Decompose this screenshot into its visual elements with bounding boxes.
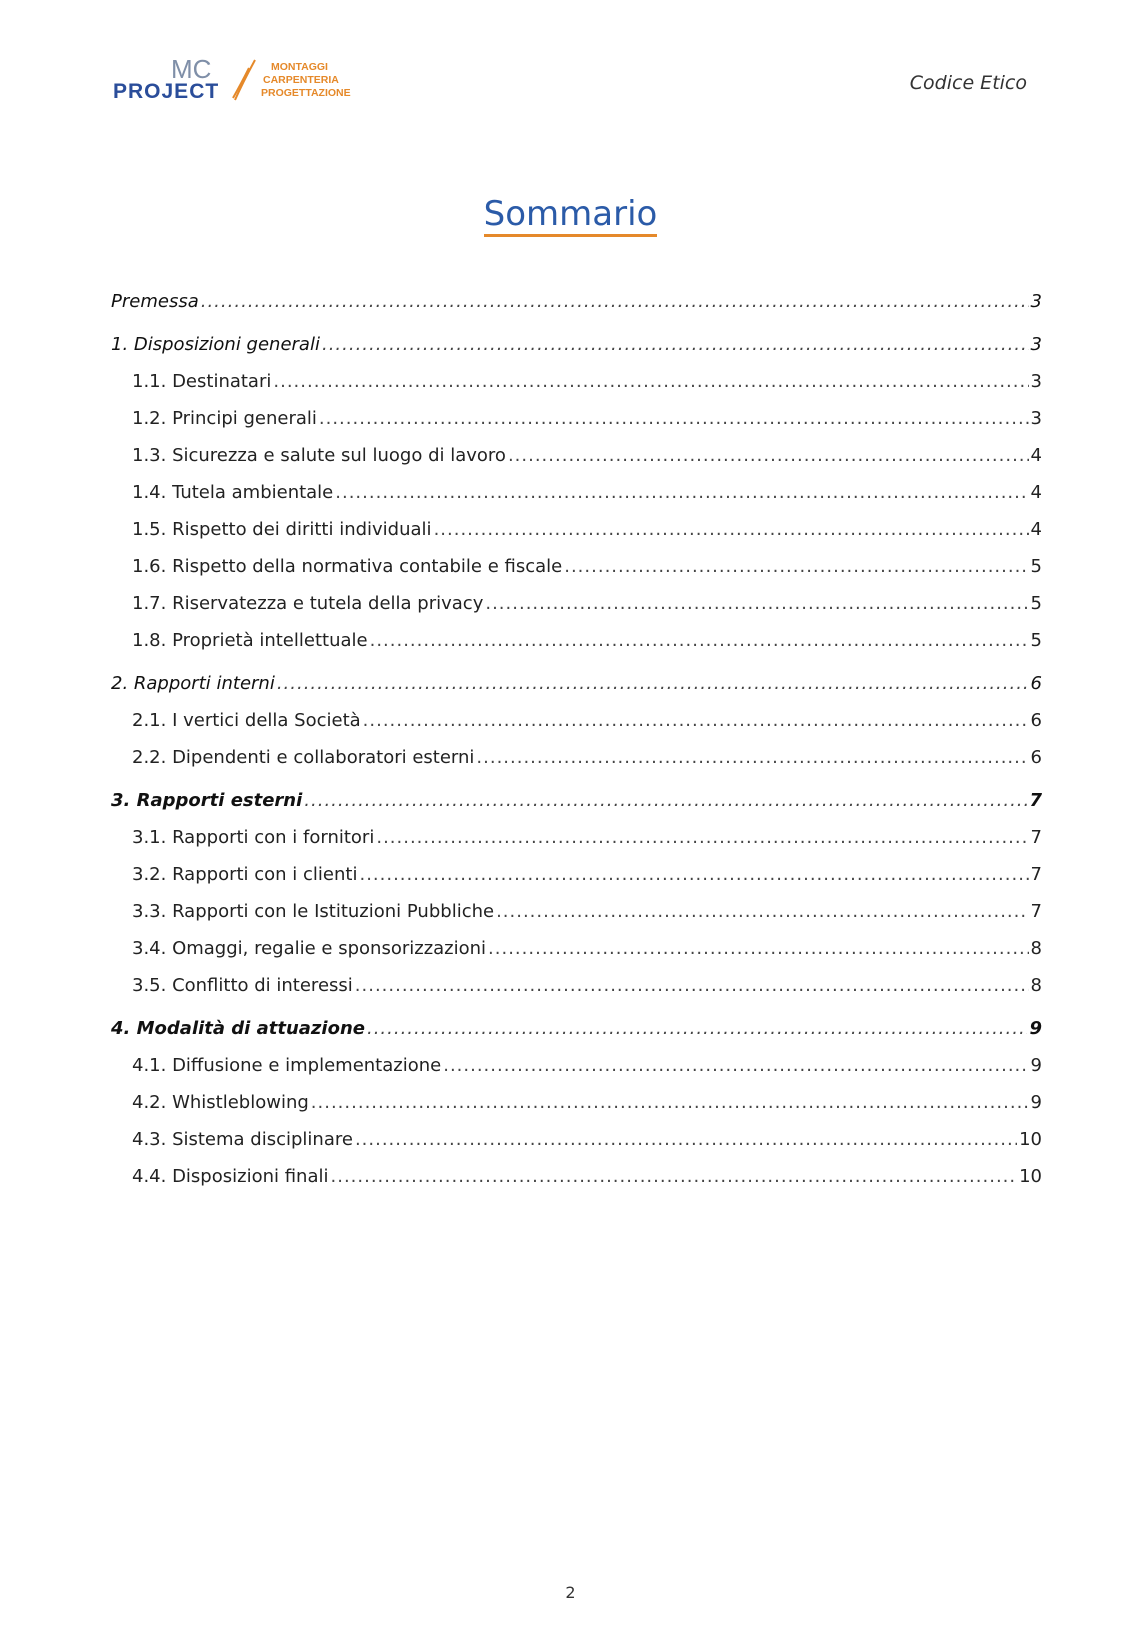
toc-entry-label: 2. Rapporti interni — [111, 673, 275, 694]
toc-section-entry[interactable] — [111, 893, 1042, 930]
toc-entry-page: 4 — [1030, 445, 1042, 466]
toc-entry-page: 6 — [1030, 710, 1042, 731]
toc-entry-page: 3 — [1030, 291, 1042, 312]
toc-entry-label: 1.2. Principi generali — [132, 408, 317, 429]
logo-project-text: PROJECT — [113, 80, 220, 103]
toc-entry-page: 8 — [1030, 975, 1042, 996]
logo-swoosh — [233, 60, 255, 100]
toc-dot-leader — [322, 326, 1029, 363]
toc-dot-leader — [367, 1010, 1028, 1047]
toc-section-entry[interactable] — [111, 363, 1042, 400]
toc-entry-label: 4.2. Whistleblowing — [132, 1092, 309, 1113]
toc-dot-leader — [508, 437, 1029, 474]
toc-entry-page: 5 — [1030, 630, 1042, 651]
toc-entry-page: 9 — [1030, 1092, 1042, 1113]
toc-entry-page: 5 — [1030, 593, 1042, 614]
toc-entry-page: 7 — [1030, 901, 1042, 922]
toc-entry-label: Premessa — [111, 291, 199, 312]
toc-chapter-entry[interactable] — [111, 283, 1042, 320]
toc-chapter-entry[interactable] — [111, 782, 1042, 819]
toc-entry-page: 3 — [1030, 334, 1042, 355]
toc-section-entry[interactable] — [111, 1084, 1042, 1121]
toc-dot-leader — [335, 474, 1028, 511]
toc-entry-label: 3.2. Rapporti con i clienti — [132, 864, 358, 885]
toc-entry-label: 1.7. Riservatezza e tutela della privacy — [132, 593, 484, 614]
toc-dot-leader — [496, 893, 1028, 930]
toc-dot-leader — [355, 967, 1029, 1004]
toc-section-entry[interactable] — [111, 702, 1042, 739]
toc-entry-page: 7 — [1030, 827, 1042, 848]
toc-section-entry[interactable] — [111, 856, 1042, 893]
toc-entry-label: 1.6. Rispetto della normativa contabile e fiscale — [132, 556, 563, 577]
toc-dot-leader — [355, 1121, 1017, 1158]
toc-chapter-entry[interactable] — [111, 1010, 1042, 1047]
toc-dot-leader — [363, 702, 1029, 739]
toc-dot-leader — [319, 400, 1029, 437]
logo-line-1: MONTAGGI — [271, 61, 328, 73]
toc-entry-page: 9 — [1030, 1055, 1042, 1076]
toc-dot-leader — [443, 1047, 1028, 1084]
toc-section-entry[interactable] — [111, 819, 1042, 856]
toc-entry-label: 3.5. Conflitto di interessi — [132, 975, 353, 996]
table-of-contents — [111, 283, 1042, 1195]
toc-dot-leader — [304, 782, 1027, 819]
toc-entry-label: 2.1. I vertici della Società — [132, 710, 361, 731]
toc-chapter-entry[interactable] — [111, 326, 1042, 363]
toc-section-entry[interactable] — [111, 548, 1042, 585]
toc-entry-label: 3.3. Rapporti con le Istituzioni Pubbliche — [132, 901, 495, 922]
toc-dot-leader — [201, 283, 1029, 320]
toc-entry-label: 1.1. Destinatari — [132, 371, 272, 392]
logo-mc-text: MC — [171, 54, 212, 84]
document-header-title: Codice Etico — [909, 72, 1027, 94]
toc-entry-page: 3 — [1030, 371, 1042, 392]
logo-line-3: PROGETTAZIONE — [261, 87, 351, 99]
toc-dot-leader — [488, 930, 1029, 967]
toc-chapter-entry[interactable] — [111, 665, 1042, 702]
toc-section-entry[interactable] — [111, 930, 1042, 967]
toc-entry-page: 9 — [1029, 1018, 1042, 1039]
toc-section-entry[interactable] — [111, 400, 1042, 437]
toc-entry-label: 3.4. Omaggi, regalie e sponsorizzazioni — [132, 938, 487, 959]
page-number: 2 — [565, 1583, 576, 1602]
toc-section-entry[interactable] — [111, 1158, 1042, 1195]
toc-dot-leader — [564, 548, 1028, 585]
toc-entry-label: 4.1. Diffusione e implementazione — [132, 1055, 442, 1076]
toc-dot-leader — [485, 585, 1028, 622]
toc-section-entry[interactable] — [111, 585, 1042, 622]
toc-entry-label: 1.3. Sicurezza e salute sul luogo di lavoro — [132, 445, 506, 466]
toc-entry-label: 4.4. Disposizioni finali — [132, 1166, 329, 1187]
toc-title: Sommario — [484, 194, 658, 237]
toc-entry-label: 4.3. Sistema disciplinare — [132, 1129, 353, 1150]
toc-dot-leader — [273, 363, 1028, 400]
toc-entry-page: 8 — [1030, 938, 1042, 959]
toc-dot-leader — [359, 856, 1028, 893]
toc-section-entry[interactable] — [111, 622, 1042, 659]
toc-entry-page: 10 — [1019, 1166, 1042, 1187]
toc-section-entry[interactable] — [111, 739, 1042, 776]
toc-entry-page: 5 — [1030, 556, 1042, 577]
toc-entry-page: 10 — [1019, 1129, 1042, 1150]
toc-section-entry[interactable] — [111, 1121, 1042, 1158]
toc-entry-page: 7 — [1029, 790, 1042, 811]
logo-line-2: CARPENTERIA — [263, 74, 339, 86]
toc-entry-page: 7 — [1030, 864, 1042, 885]
toc-entry-page: 6 — [1030, 747, 1042, 768]
toc-dot-leader — [476, 739, 1028, 776]
toc-section-entry[interactable] — [111, 511, 1042, 548]
toc-entry-label: 1.4. Tutela ambientale — [132, 482, 334, 503]
toc-entry-page: 6 — [1030, 673, 1042, 694]
toc-entry-label: 4. Modalità di attuazione — [111, 1018, 365, 1039]
toc-section-entry[interactable] — [111, 1047, 1042, 1084]
toc-entry-label: 1. Disposizioni generali — [111, 334, 320, 355]
toc-dot-leader — [277, 665, 1029, 702]
toc-section-entry[interactable] — [111, 474, 1042, 511]
toc-entry-label: 3. Rapporti esterni — [111, 790, 303, 811]
toc-entry-page: 4 — [1030, 519, 1042, 540]
company-logo — [113, 54, 393, 110]
toc-entry-page: 4 — [1030, 482, 1042, 503]
toc-entry-label: 2.2. Dipendenti e collaboratori esterni — [132, 747, 475, 768]
toc-entry-page: 3 — [1030, 408, 1042, 429]
toc-dot-leader — [376, 819, 1028, 856]
toc-entry-label: 3.1. Rapporti con i fornitori — [132, 827, 375, 848]
toc-section-entry[interactable] — [111, 967, 1042, 1004]
toc-entry-label: 1.8. Proprietà intellettuale — [132, 630, 368, 651]
toc-section-entry[interactable] — [111, 437, 1042, 474]
toc-dot-leader — [331, 1158, 1018, 1195]
toc-dot-leader — [311, 1084, 1029, 1121]
toc-dot-leader — [434, 511, 1029, 548]
toc-entry-label: 1.5. Rispetto dei diritti individuali — [132, 519, 432, 540]
toc-dot-leader — [370, 622, 1029, 659]
toc-title-wrap — [0, 194, 1141, 237]
